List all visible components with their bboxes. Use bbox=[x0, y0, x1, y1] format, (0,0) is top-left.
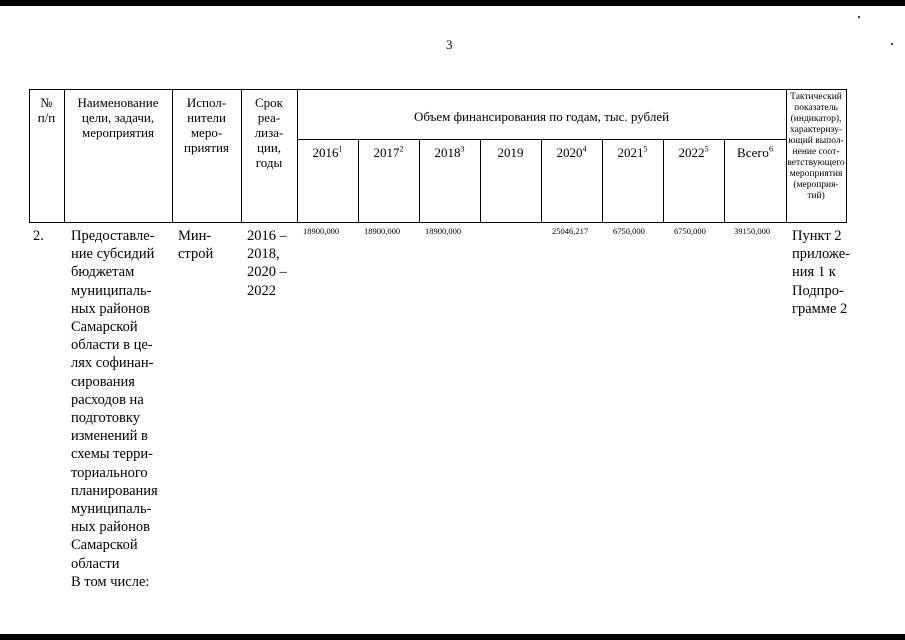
row-indicator: Пункт 2 приложе- ния 1 к Подпро- грамме 2 bbox=[792, 228, 850, 317]
header-term: Срок реа- лиза- ции, годы bbox=[254, 95, 284, 170]
row-name: Предоставле- ние субсидий бюджетам муниципаль- ных районов Самарской области в це- лях софинан- сирования расходов на подготовку изменений в схемы терри- ториального планирования муниципаль- ных районов Самарской области В том числе: bbox=[71, 228, 158, 590]
header-year-2019: 2019 bbox=[497, 145, 524, 160]
scan-speck bbox=[891, 43, 893, 45]
header-total: Всего$^6$ bbox=[737, 144, 773, 160]
header-name: Наименование цели, задачи, мероприятия bbox=[77, 95, 159, 140]
row-num: 2. bbox=[33, 228, 44, 244]
row-value-2018: 18900,000 bbox=[425, 226, 462, 236]
header-year-2018: 2018$^3$ bbox=[434, 144, 465, 160]
header-executors: Испол- нители меро- приятия bbox=[183, 95, 229, 155]
header-year-2016: 2016$^1$ bbox=[312, 144, 343, 160]
header-year-2020: 2020$^4$ bbox=[556, 144, 587, 160]
page-number: 3 bbox=[446, 37, 453, 52]
row-term: 2016 – 2018, 2020 – 2022 bbox=[247, 228, 287, 299]
row-value-2016: 18900,000 bbox=[303, 226, 340, 236]
header-num: № п/п bbox=[37, 95, 56, 125]
table-top-line bbox=[29, 89, 846, 90]
row-value-2021: 6750,000 bbox=[613, 226, 645, 236]
header-indicator: Тактический показатель (индикатор), характеризу- ющий выпол- нение соот- ветствующего мероприятия (мероприя- тий) bbox=[787, 92, 845, 201]
bottom-border bbox=[0, 634, 905, 640]
row-value-2022: 6750,000 bbox=[674, 226, 706, 236]
row-value-2017: 18900,000 bbox=[364, 226, 401, 236]
header-year-2021: 2021$^5$ bbox=[617, 144, 648, 160]
top-border bbox=[0, 0, 905, 6]
header-year-2017: 2017$^2$ bbox=[373, 144, 404, 160]
row-executors: Мин- строй bbox=[178, 228, 214, 263]
header-funding-title: Объем финансирования по годам, тыс. рублей bbox=[413, 109, 670, 124]
row-value-2020: 25046,217 bbox=[552, 226, 589, 236]
scan-speck bbox=[858, 16, 860, 18]
header-year-2022: 2022$^5$ bbox=[678, 144, 709, 160]
column-line bbox=[846, 89, 847, 223]
row-value-total: 39150,000 bbox=[734, 226, 771, 236]
